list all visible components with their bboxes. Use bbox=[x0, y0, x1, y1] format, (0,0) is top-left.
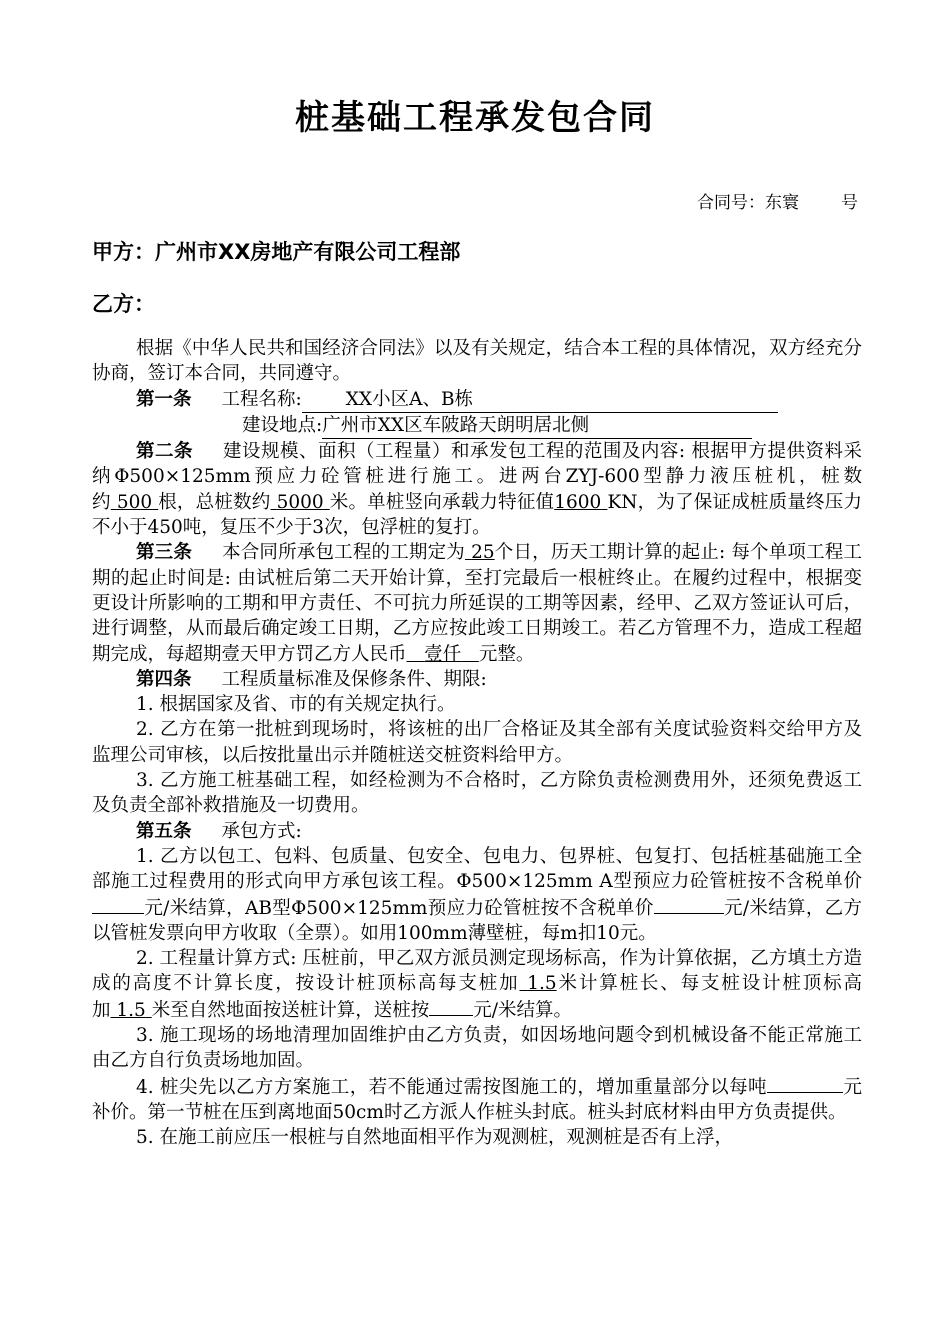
article-2 bbox=[92, 439, 862, 540]
bearing-value: 1600 bbox=[554, 491, 602, 513]
party-a: 甲方：广州市XX房地产有限公司工程部 bbox=[92, 240, 461, 264]
article-5 bbox=[92, 819, 862, 844]
article-4-text: 工程质量标准及保修条件、期限: bbox=[221, 668, 487, 690]
article-1-site bbox=[92, 413, 862, 439]
article-1-heading: 第一条 bbox=[136, 388, 192, 410]
article-5-item-5: 5. 在施工前应压一根桩与自然地面相平作为观测桩，观测桩是否有上浮， bbox=[136, 1127, 734, 1149]
contract-body bbox=[92, 336, 862, 1151]
article-4-item-1: 1. 根据国家及省、市的有关规定执行。 bbox=[136, 694, 456, 716]
article-5-heading: 第五条 bbox=[136, 820, 192, 842]
pile-count-value: 500 bbox=[116, 491, 153, 513]
article-1-name bbox=[92, 387, 862, 413]
project-name-field bbox=[302, 387, 778, 413]
total-length-value: 5000 bbox=[276, 491, 324, 513]
article-3-text-3: 元整。 bbox=[478, 643, 535, 665]
article-2-text-3: 米。单桩竖向承载力特征值 bbox=[329, 491, 555, 513]
article-3 bbox=[92, 540, 862, 666]
duration-days-value: 25 bbox=[471, 542, 495, 564]
article-2-heading: 第二条 bbox=[136, 441, 193, 463]
party-b: 乙方： bbox=[92, 292, 155, 316]
article-5-item-1: 1. 乙方以包工、包料、包质量、包安全、包电力、包界桩、包复打、包括桩基础施工全部施工过程费用的形式向甲方承包该工程。Φ500×125mm A型预应力砼管桩按不含税单价元/米结算，AB型Φ500×125mm预应力砼管桩按不含税单价 元/米结算，乙方以管桩发票向甲方收取（全票）。如用100mm薄壁桩，每m扣10元。 bbox=[92, 845, 862, 944]
article-4-item-3: 3. 乙方施工桩基础工程，如经检测为不合格时，乙方除负责检测费用外，还须免费返工及负责全部补救措施及一切费用。 bbox=[92, 770, 862, 817]
pile-extra-length-value: 1.5 bbox=[527, 973, 557, 995]
site-label: 建设地点: bbox=[242, 414, 323, 436]
article-2-text-4: KN，为了保证成桩质量终压力不小于450吨，复压不少于3次，包浮桩的复打。 bbox=[92, 491, 862, 539]
article-4 bbox=[92, 667, 862, 692]
article-3-text-1: 本合同所承包工程的工期定为 bbox=[222, 542, 465, 564]
article-4-heading: 第四条 bbox=[136, 668, 192, 690]
article-4-item-2: 2. 乙方在第一批桩到现场时，将该桩的出厂合格证及其全部有关度试验资料交给甲方及监理公司审核，以后按批量出示并随桩送交桩资料给甲方。 bbox=[92, 719, 862, 766]
article-3-text-2: 个日，历天工期计算的起止: 每个单项工程工期的起止时间是: 由试桩后第二天开始计算，至打完最后一根桩终止。在履约过程中，根据变更设计所影响的工期和甲方责任、不可抗力所延误的工期等因素，经甲、乙双方签证认可后，进行调整，从而最后确定竣工日期，乙方应按此竣工日期竣工。若乙方管理不力，造成工程超期完成，每超期壹天甲方罚乙方人民币 bbox=[92, 542, 862, 665]
article-2-text-2: 根，总桩数约 bbox=[158, 491, 271, 513]
penalty-value: 壹仟 bbox=[424, 643, 462, 665]
site-value: 广州市XX区车陂路天朗明居北侧 bbox=[322, 414, 590, 436]
site-field bbox=[322, 413, 752, 439]
weight-price-blank bbox=[767, 1074, 843, 1093]
sending-pile-price-blank bbox=[429, 997, 473, 1016]
price-ab-blank bbox=[654, 895, 724, 914]
article-2-text-1: 建设规模、面积（工程量）和承发包工程的范围及内容: 根据甲方提供资料采纳Φ500×125mm预应力砼管桩进行施工。进两台ZYJ-600型静力液压桩机，桩数约 bbox=[92, 441, 862, 513]
price-a-blank bbox=[92, 895, 144, 914]
project-name-label: 工程名称: bbox=[221, 388, 302, 410]
sending-pile-height-value: 1.5 bbox=[116, 999, 146, 1021]
contract-number bbox=[697, 188, 858, 213]
article-5-item-2: 2. 工程量计算方式: 压桩前，甲乙双方派员测定现场标高，作为计算依据，乙方填土方造成的高度不计算长度，按设计桩顶标高每支桩加 1.5米计算桩长、每支桩设计桩顶标高加 1.5 米至自然地面按送桩计算，送桩按 元/米结算。 bbox=[92, 948, 862, 1021]
intro-paragraph: 根据《中华人民共和国经济合同法》以及有关规定，结合本工程的具体情况，双方经充分协商，签订本合同，共同遵守。 bbox=[92, 338, 862, 385]
contract-number-label: 合同号：东寰 bbox=[697, 193, 799, 213]
article-5-item-3: 3. 施工现场的场地清理加固维护由乙方负责，如因场地问题令到机械设备不能正常施工由乙方自行负责场地加固。 bbox=[92, 1025, 862, 1072]
article-5-text: 承包方式: bbox=[221, 820, 302, 842]
article-3-heading: 第三条 bbox=[136, 542, 193, 564]
article-5-item-4: 4. 桩尖先以乙方方案施工，若不能通过需按图施工的，增加重量部分以每吨 元补价。第一节桩在压到离地面50cm时乙方派人作桩头封底。桩头封底材料由甲方负责提供。 bbox=[92, 1074, 862, 1126]
contract-number-suffix: 号 bbox=[841, 193, 858, 213]
document-title: 桩基础工程承发包合同 bbox=[295, 98, 655, 138]
project-name-value: XX小区A、B栋 bbox=[345, 388, 474, 410]
